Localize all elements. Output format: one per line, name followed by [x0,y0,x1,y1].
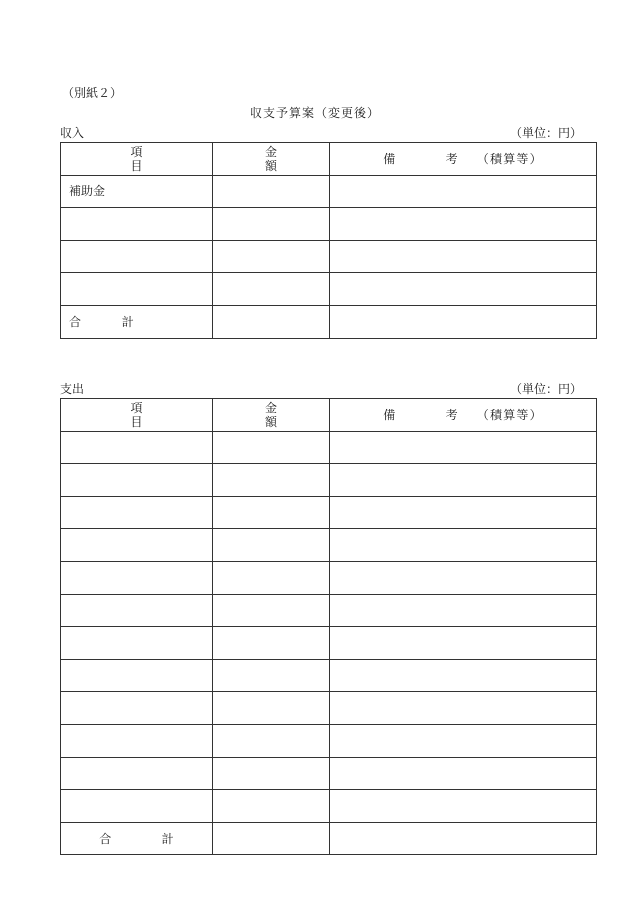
header-amount: 金 額 [213,399,330,432]
expense-item-cell[interactable] [61,790,213,823]
table-row [61,529,597,562]
income-note-cell[interactable] [330,175,597,208]
expense-amount-cell[interactable] [213,757,330,790]
annex-label: （別紙２） [62,86,123,100]
table-row [61,464,597,497]
expense-amount-cell[interactable] [213,529,330,562]
expense-item-cell[interactable] [61,757,213,790]
table-row [61,757,597,790]
expense-total-amount-cell[interactable] [213,822,330,855]
expense-item-cell[interactable] [61,496,213,529]
header-note-sub: （積算等） [476,151,543,166]
expense-total-note-cell[interactable] [330,822,597,855]
income-note-cell[interactable] [330,208,597,241]
expense-note-cell[interactable] [330,464,597,497]
table-row [61,208,597,241]
income-section-label: 収入 [60,126,85,140]
table-row [61,561,597,594]
expense-note-cell[interactable] [330,757,597,790]
expense-amount-cell[interactable] [213,790,330,823]
expense-header-row [61,399,597,432]
expense-section-label: 支出 [60,382,85,396]
expense-item-cell[interactable] [61,561,213,594]
income-unit-label: （単位：円） [509,126,582,140]
expense-note-cell[interactable] [330,724,597,757]
expense-unit-label: （単位：円） [509,382,582,396]
income-amount-cell[interactable] [213,273,330,306]
expense-table [60,398,597,855]
table-row [61,496,597,529]
expense-amount-cell[interactable] [213,724,330,757]
document-title: 収支予算案（変更後） [249,106,380,120]
income-header-row [61,143,597,176]
expense-total-label: 合 計 [61,822,213,855]
table-row [61,273,597,306]
income-note-cell[interactable] [330,240,597,273]
expense-amount-cell[interactable] [213,464,330,497]
expense-item-cell[interactable] [61,724,213,757]
header-note [330,399,597,432]
header-note-sub: （積算等） [476,407,543,422]
income-total-label: 合 計 [61,305,213,338]
header-note-main: 備 考 [383,151,477,166]
income-note-cell[interactable] [330,273,597,306]
expense-note-cell[interactable] [330,431,597,464]
expense-note-cell[interactable] [330,627,597,660]
table-row [61,659,597,692]
table-row [61,431,597,464]
table-row [61,724,597,757]
expense-total-row [61,822,597,855]
table-row [61,240,597,273]
income-item-cell[interactable]: 補助金 [61,175,213,208]
income-item-cell[interactable] [61,240,213,273]
header-amount: 金 額 [213,143,330,176]
expense-amount-cell[interactable] [213,496,330,529]
income-amount-cell[interactable] [213,240,330,273]
expense-amount-cell[interactable] [213,431,330,464]
header-item: 項 目 [61,143,213,176]
expense-item-cell[interactable] [61,594,213,627]
expense-item-cell[interactable] [61,659,213,692]
header-item: 項 目 [61,399,213,432]
expense-item-cell[interactable] [61,529,213,562]
expense-note-cell[interactable] [330,790,597,823]
table-row [61,790,597,823]
table-row [61,627,597,660]
income-total-row [61,305,597,338]
table-row [61,594,597,627]
expense-amount-cell[interactable] [213,561,330,594]
expense-item-cell[interactable] [61,692,213,725]
income-amount-cell[interactable] [213,175,330,208]
expense-note-cell[interactable] [330,561,597,594]
income-amount-cell[interactable] [213,208,330,241]
expense-amount-cell[interactable] [213,692,330,725]
expense-note-cell[interactable] [330,659,597,692]
header-note-main: 備 考 [383,407,477,422]
expense-note-cell[interactable] [330,594,597,627]
expense-item-cell[interactable] [61,627,213,660]
income-total-amount-cell[interactable] [213,305,330,338]
expense-amount-cell[interactable] [213,627,330,660]
expense-item-cell[interactable] [61,431,213,464]
table-row [61,175,597,208]
income-total-note-cell[interactable] [330,305,597,338]
expense-note-cell[interactable] [330,692,597,725]
expense-amount-cell[interactable] [213,659,330,692]
expense-item-cell[interactable] [61,464,213,497]
income-item-cell[interactable] [61,273,213,306]
expense-note-cell[interactable] [330,529,597,562]
table-row [61,692,597,725]
header-note [330,143,597,176]
income-item-cell[interactable] [61,208,213,241]
expense-amount-cell[interactable] [213,594,330,627]
expense-note-cell[interactable] [330,496,597,529]
income-table [60,142,597,339]
